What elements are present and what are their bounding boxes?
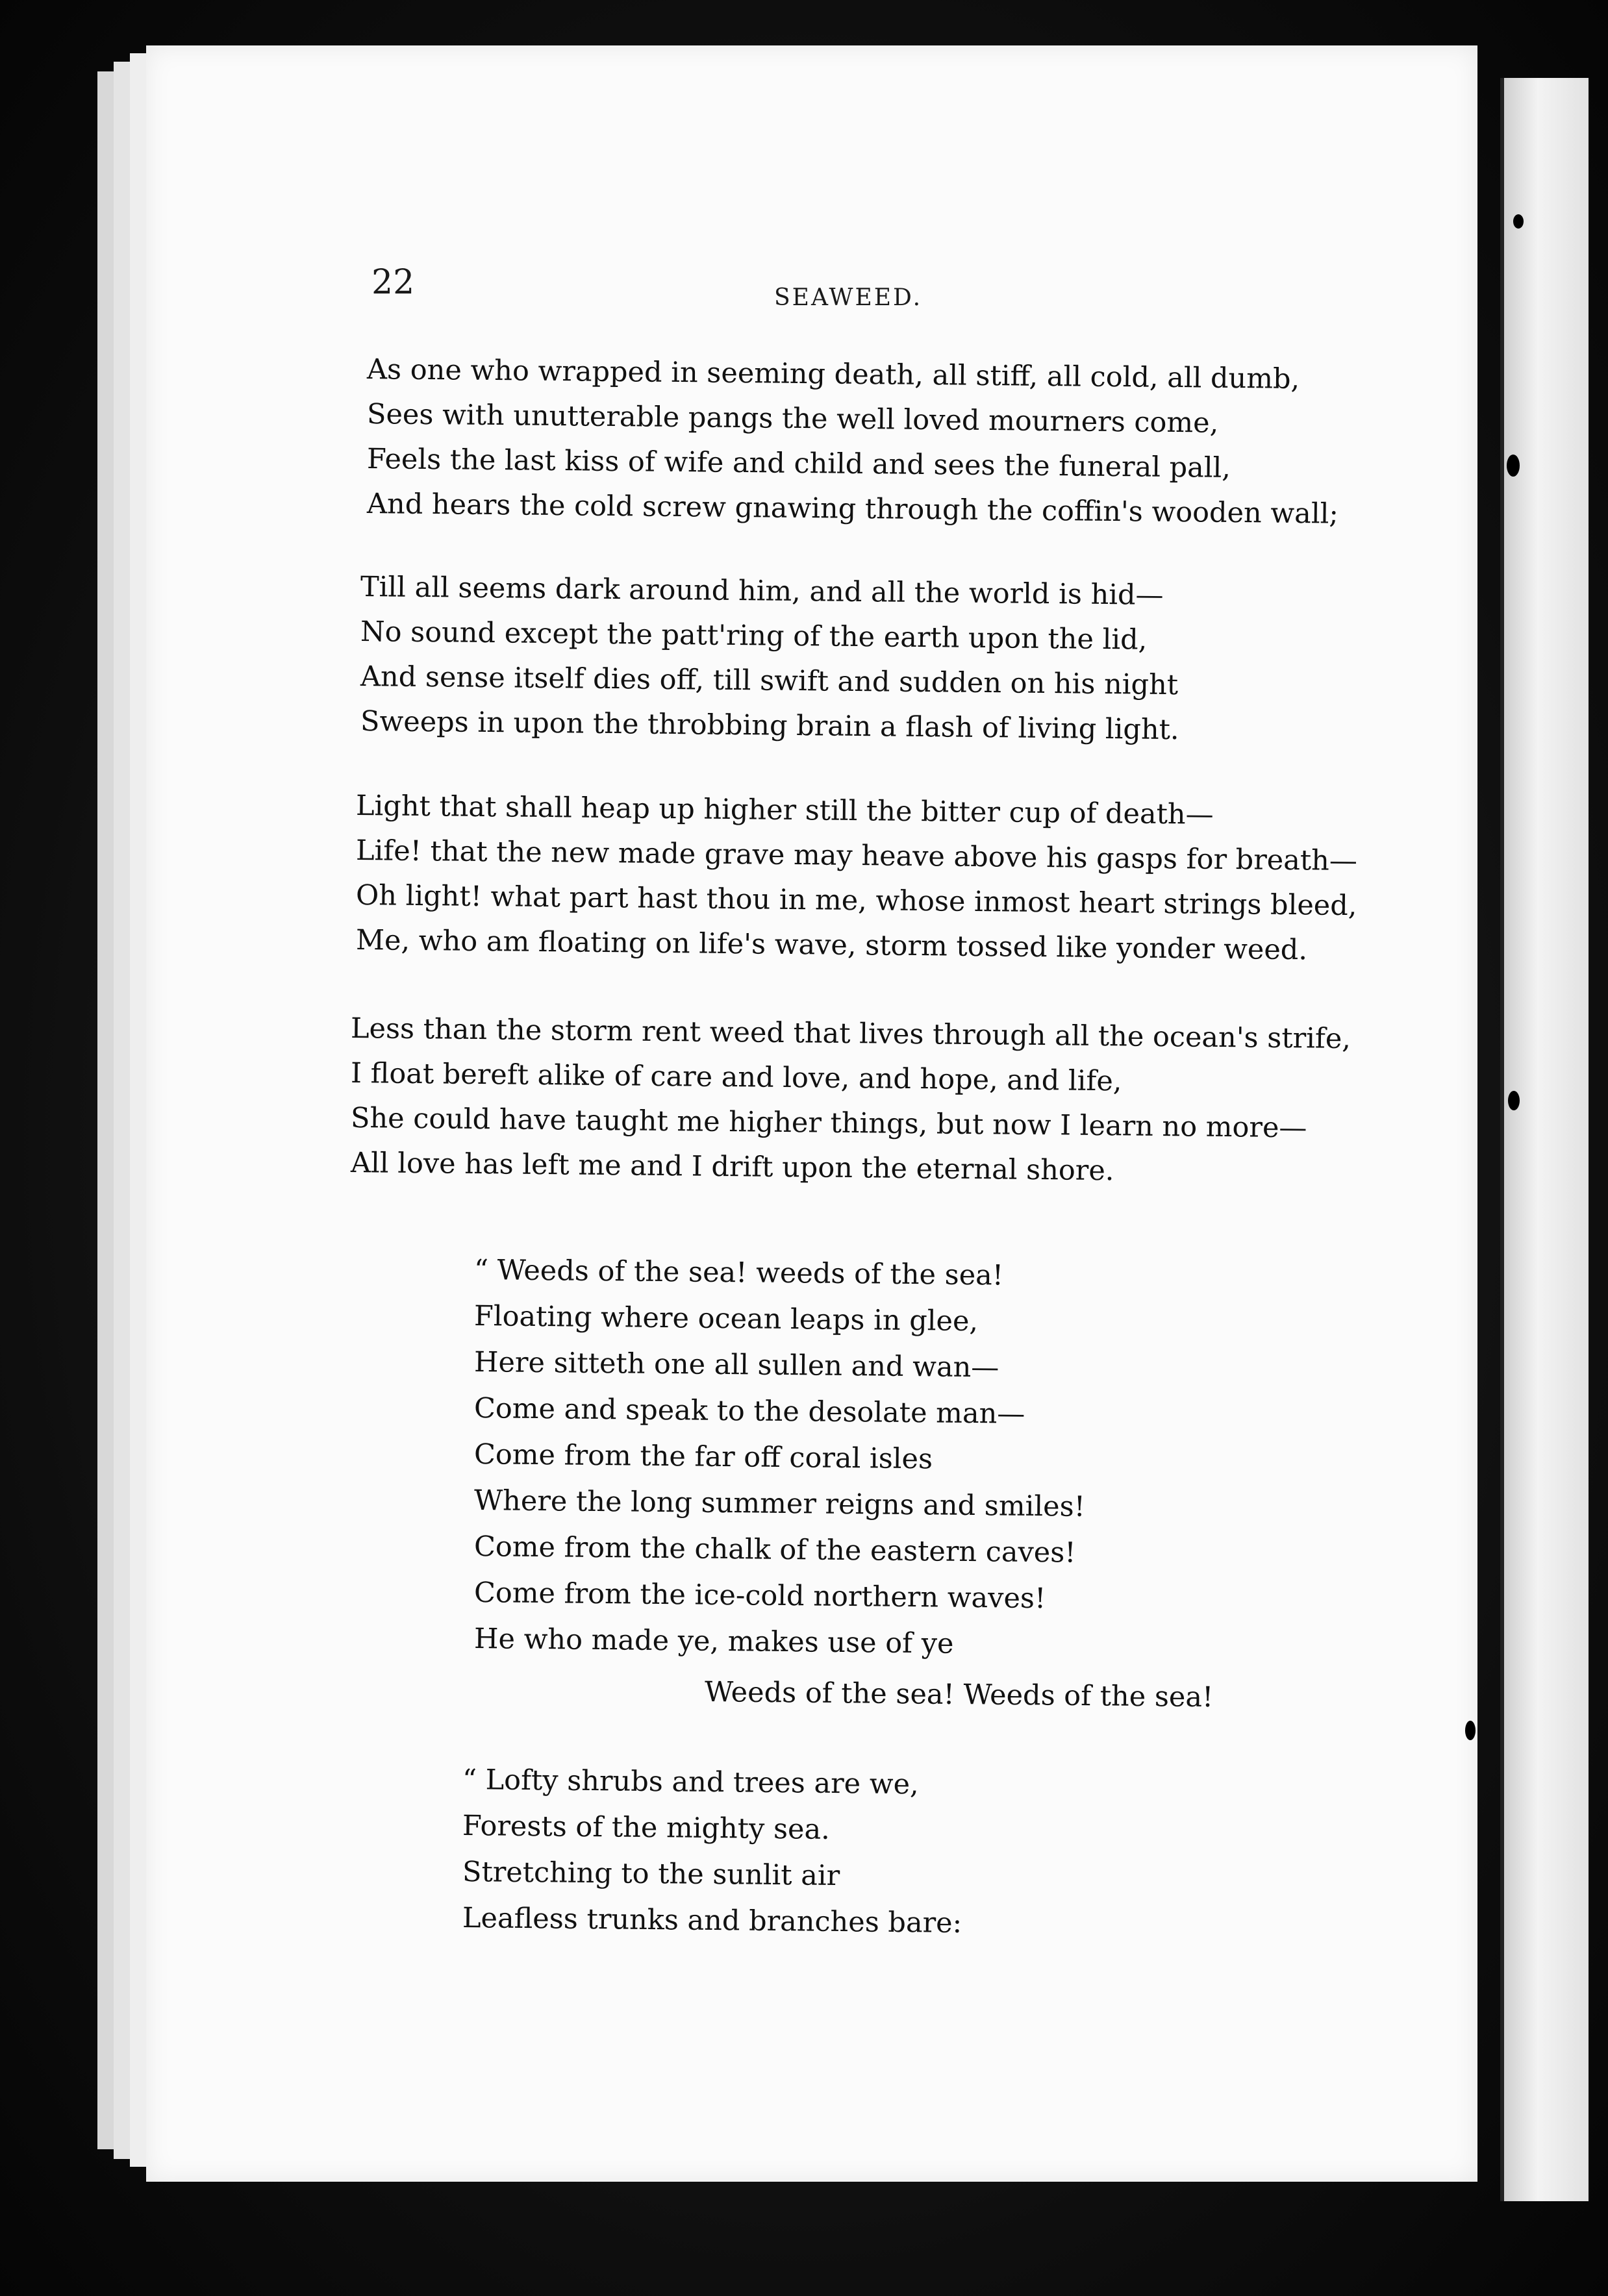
poem-line: No sound except the patt'ring of the earth upon the lid, <box>360 616 1148 656</box>
scan-speck <box>1513 214 1524 229</box>
song-line: Come from the ice-cold northern waves! <box>473 1577 1046 1616</box>
poem-line: Me, who am floating on life's wave, storm tossed like yonder weed. <box>355 924 1308 967</box>
poem-line: Less than the storm rent weed that lives through all the ocean's strife, <box>350 1012 1351 1056</box>
song-line: Forests of the mighty sea. <box>462 1810 831 1846</box>
scan-speck <box>1465 1721 1476 1740</box>
song-refrain: Weeds of the sea! Weeds of the sea! <box>704 1676 1214 1714</box>
song-line: Floating where ocean leaps in glee, <box>473 1300 979 1338</box>
poem-line: Life! that the new made grave may heave above his gasps for breath— <box>355 834 1358 878</box>
poem-line: As one who wrapped in seeming death, all stiff, all cold, all dumb, <box>366 353 1300 396</box>
poem-line: Sweeps in upon the throbbing brain a flash of living light. <box>360 705 1179 747</box>
song-line: Stretching to the sunlit air <box>462 1856 840 1893</box>
poem-line: She could have taught me higher things, but now I learn no more— <box>350 1102 1307 1145</box>
song-line: Where the long summer reigns and smiles! <box>473 1484 1086 1523</box>
page-number: 22 <box>371 263 415 302</box>
song-line: Here sitteth one all sullen and wan— <box>473 1346 999 1384</box>
poem-line: Oh light! what part hast thou in me, whose inmost heart strings bleed, <box>355 879 1357 923</box>
song-line: Come from the far off coral isles <box>473 1438 933 1476</box>
facing-page-edge <box>1500 78 1589 2201</box>
song-line: Come and speak to the desolate man— <box>473 1392 1025 1430</box>
poem-line: Till all seems dark around him, and all the world is hid— <box>360 571 1164 612</box>
song-line: He who made ye, makes use of ye <box>473 1623 954 1660</box>
song-line: “ Weeds of the sea! weeds of the sea! <box>473 1254 1004 1292</box>
poem-line: Sees with unutterable pangs the well loved mourners come, <box>366 398 1219 440</box>
poem-line: And hears the cold screw gnawing through the coffin's wooden wall; <box>366 488 1339 530</box>
poem-line: And sense itself dies off, till swift and sudden on his night <box>360 660 1179 702</box>
song-line: Leafless trunks and branches bare: <box>462 1902 962 1940</box>
song-line: Come from the chalk of the eastern caves! <box>473 1530 1076 1569</box>
poem-line: Feels the last kiss of wife and child and sees the funeral pall, <box>366 443 1231 484</box>
running-title: SEAWEED. <box>774 284 923 311</box>
poem-line: Light that shall heap up higher still the bitter cup of death— <box>355 790 1214 831</box>
scan-speck <box>1507 455 1520 477</box>
song-line: “ Lofty shrubs and trees are we, <box>462 1764 919 1801</box>
poem-line: I float bereft alike of care and love, and hope, and life, <box>350 1057 1122 1098</box>
scan-speck <box>1508 1091 1520 1110</box>
poem-line: All love has left me and I drift upon the eternal shore. <box>350 1147 1114 1188</box>
